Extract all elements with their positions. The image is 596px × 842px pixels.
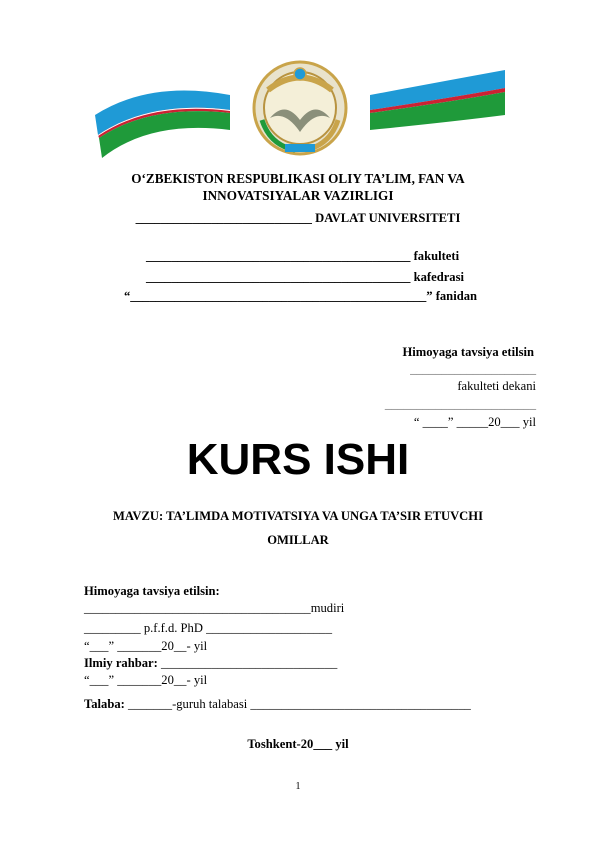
approval-title: Himoyaga tavsiya etilsin (402, 345, 534, 359)
city-year: Toshkent-20___ yil (247, 737, 349, 751)
approval-date: “ ____” _____20___ yil (413, 415, 536, 429)
phd-line: _________ p.f.f.d. PhD ____________________ (84, 621, 333, 635)
recommend-label: Himoyaga tavsiya etilsin: (84, 584, 220, 598)
approval-blank: ____________________ (410, 362, 536, 376)
ministry-line-1: O‘ZBEKISTON RESPUBLIKASI OLIY TA’LIM, FAN VA (131, 171, 465, 186)
state-emblem-banner (90, 60, 510, 160)
student-label: Talaba: (84, 697, 128, 711)
university-line: ____________________________ DAVLAT UNIVERSITETI (135, 211, 461, 225)
topic-line-1: MAVZU: TA’LIMDA MOTIVATSIYA VA UNGA TA’SIR ETUVCHI (113, 509, 483, 523)
head-of-department-line: ____________________________________mudiri (84, 601, 345, 615)
topic-line-2: OMILLAR (267, 533, 329, 547)
supervisor-line (84, 656, 337, 671)
document-title: KURS ISHI (186, 435, 410, 484)
student-text: _______-guruh talabasi ___________________________________ (127, 697, 471, 711)
subject-line: “_______________________________________________” fanidan (124, 289, 477, 303)
date-line-1: “___” _______20__- yil (84, 639, 208, 653)
ministry-line-2: INNOVATSIYALAR VAZIRLIGI (202, 188, 394, 203)
department-line: __________________________________________ kafedrasi (146, 270, 464, 284)
dean-label: fakulteti dekani (457, 379, 536, 393)
faculty-line: __________________________________________ fakulteti (146, 249, 460, 263)
student-line (84, 697, 471, 712)
supervisor-label: Ilmiy rahbar: (84, 656, 161, 670)
supervisor-blank: ____________________________ (160, 656, 338, 670)
dean-signature-blank: ________________________ (384, 397, 536, 411)
page-number: 1 (295, 781, 301, 792)
date-line-2: “___” _______20__- yil (84, 673, 208, 687)
